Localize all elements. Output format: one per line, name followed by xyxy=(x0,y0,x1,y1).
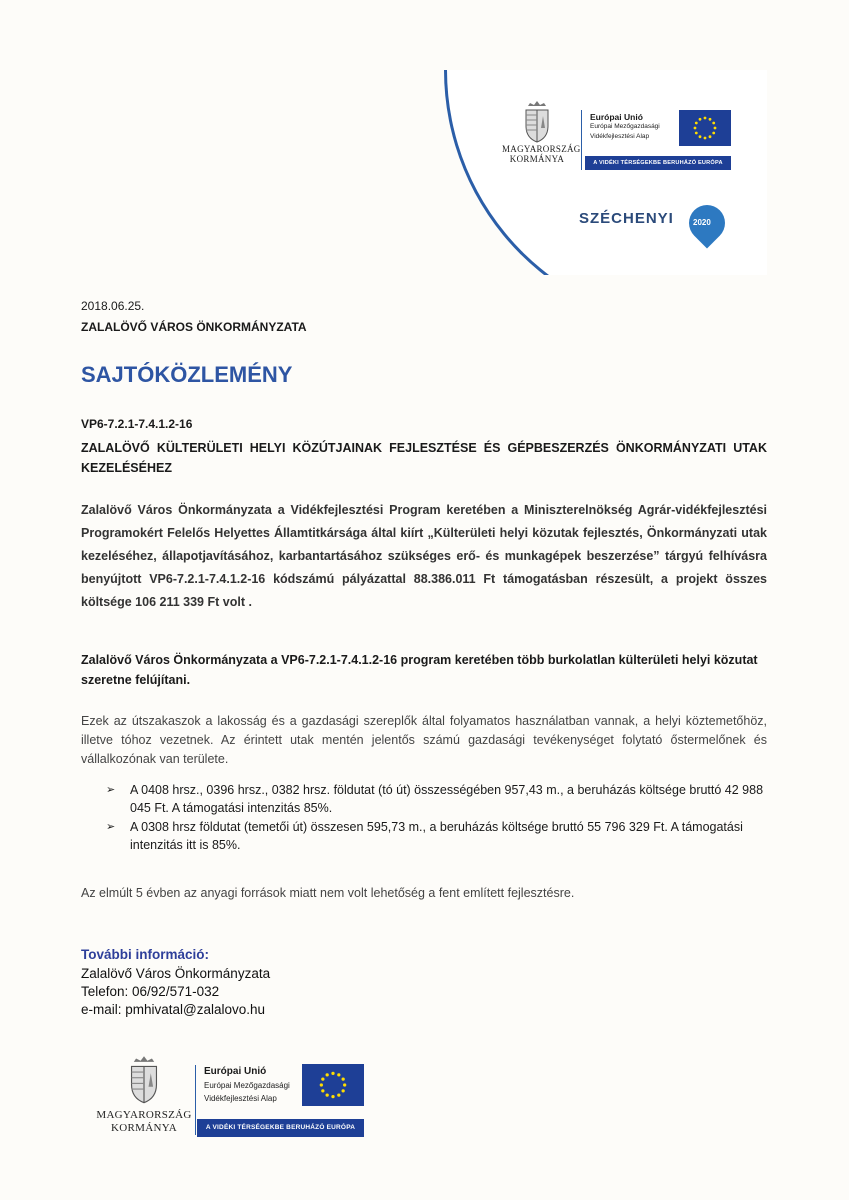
footer-eu-fund-text xyxy=(204,1066,290,1105)
footer-eu-flag-icon xyxy=(302,1064,364,1106)
project-headline: ZALALÖVŐ KÜLTERÜLETI HELYI KÖZÚTJAINAK FEJLESZTÉSE ÉS GÉPBESZERZÉS ÖNKORMÁNYZATI UTAK KEZELÉSÉHEZ xyxy=(81,441,767,475)
eu-stars-icon xyxy=(302,1064,364,1106)
usage-paragraph: Ezek az útszakaszok a lakosság és a gazdasági szereplők által folyamatos használatban vannak, a helyi köztemetőhöz, illetve tóhoz vezetnek. Az érintett utak mentén jelentős számú gazdasági tevékenységet folytató őstermelőnek és vállalkozónak van területe. xyxy=(81,714,767,766)
branding-circle-background xyxy=(444,70,767,275)
eu-title: Európai Unió xyxy=(590,112,643,122)
goal-paragraph: Zalalövő Város Önkormányzata a VP6-7.2.1-7.4.1.2-16 program keretében több burkolatlan külterületi helyi közutat szeretne felújítani. xyxy=(81,653,758,687)
bullet-arrow-icon: ➢ xyxy=(106,784,116,796)
list-item-text: A 0408 hrsz., 0396 hrsz., 0382 hrsz. földutat (tó út) összességében 957,43 m., a beruházás költsége bruttó 42 988 045 Ft. A támogatási intenzitás 85%. xyxy=(130,783,764,815)
road-sections-list xyxy=(106,781,768,855)
eu-subtitle-1: Európai Mezőgazdasági xyxy=(590,123,660,130)
szechenyi-year: 2020 xyxy=(693,218,711,227)
header-branding-panel xyxy=(444,70,767,275)
footer-eu-subtitle-2: Vidékfejlesztési Alap xyxy=(204,1094,277,1103)
eu-fund-text xyxy=(590,112,660,142)
footer-crest-caption-1: MAGYARORSZÁG xyxy=(96,1109,192,1121)
contact-name: Zalalövő Város Önkormányzata xyxy=(81,966,271,981)
crest-caption-line-2: KORMÁNYA xyxy=(509,154,565,164)
contact-email[interactable]: e-mail: pmhivatal@zalalovo.hu xyxy=(81,1002,266,1017)
contact-heading: További információ: xyxy=(81,947,210,962)
eu-stars-icon xyxy=(679,110,731,146)
eu-subtitle-2: Vidékfejlesztési Alap xyxy=(590,133,650,140)
szechenyi-wordmark: SZÉCHENYI xyxy=(579,210,674,227)
footer-crest-caption-2: KORMÁNYA xyxy=(111,1122,177,1134)
closing-paragraph: Az elmúlt 5 évben az anyagi források miatt nem volt lehetőség a fent említett fejlesztésre. xyxy=(81,886,575,900)
coat-of-arms-icon xyxy=(127,1055,161,1105)
footer-eu-title: Európai Unió xyxy=(204,1066,267,1077)
list-item-text: A 0308 hrsz földutat (temetői út) összesen 595,73 m., a beruházás költsége bruttó 55 796 329 Ft. A támogatási intenzitás itt is 85%. xyxy=(130,820,743,852)
footer-hungary-government-logo xyxy=(94,1055,194,1135)
bullet-arrow-icon: ➢ xyxy=(106,821,116,833)
eu-flag-icon xyxy=(679,110,731,146)
list-item xyxy=(106,818,768,854)
issuing-organization: ZALALÖVŐ VÁROS ÖNKORMÁNYZATA xyxy=(81,320,307,334)
list-item xyxy=(106,781,768,817)
intro-paragraph: Zalalövő Város Önkormányzata a Vidékfejlesztési Program keretében a Miniszterelnökség Agrár-vidékfejlesztési Programokért Felelős Helyettes Államtitkársága által kiírt „Külterületi helyi közutak fejlesztés, Önkormányzati utak kezeléséhez, állapotjavításához, karbantartásához szükséges erő- és munkagépek beszerzése” tárgyú felhívásra benyújtott VP6-7.2.1-7.4.1.2-16 kódszámú pályázattal 88.386.011 Ft támogatásban részesült, a projekt összes költsége 106 211 339 Ft volt . xyxy=(81,503,767,609)
crest-caption-line-1: MAGYARORSZÁG xyxy=(502,144,581,154)
contact-phone: Telefon: 06/92/571-032 xyxy=(81,984,220,999)
project-code: VP6-7.2.1-7.4.1.2-16 xyxy=(81,417,193,431)
page-title: SAJTÓKÖZLEMÉNY xyxy=(81,362,293,387)
logo-divider xyxy=(581,110,582,170)
document-date: 2018.06.25. xyxy=(81,299,145,313)
footer-eu-banner: A VIDÉKI TÉRSÉGEKBE BERUHÁZÓ EURÓPA xyxy=(197,1119,364,1137)
footer-eu-subtitle-1: Európai Mezőgazdasági xyxy=(204,1081,290,1090)
hungary-government-logo xyxy=(502,100,581,164)
coat-of-arms-icon xyxy=(522,100,552,144)
footer-logo-divider xyxy=(195,1065,196,1135)
eu-banner: A VIDÉKI TÉRSÉGEKBE BERUHÁZÓ EURÓPA xyxy=(585,156,731,170)
